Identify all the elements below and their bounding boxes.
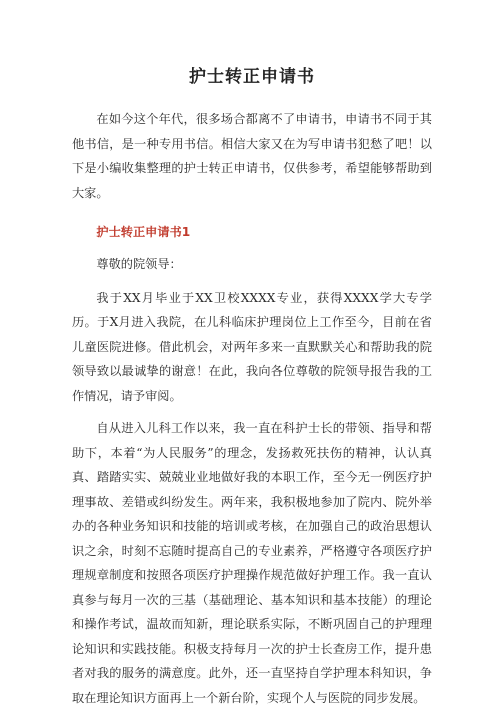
section-heading: 护士转正申请书1 bbox=[96, 225, 191, 239]
body-paragraph-1: 我于XX月毕业于XX卫校XXXX专业，获得XXXX学大专学历。于X月进入我院，在儿科临床护理岗位上工作至今，目前在省儿童医院进修。借此机会，对两年多来一直默默关心和帮助我的院领导致以最诚挚的谢意！在此，我向各位尊敬的院领导报告我的工作情况，请予审阅。 bbox=[72, 290, 432, 403]
body-paragraph-2: 自从进入儿科工作以来，我一直在科护士长的带领、指导和帮助下，本着“为人民服务”的理念，发扬救死扶伤的精神，认认真真、踏踏实实、兢兢业业地做好我的本职工作，至今无一例医疗护理事故、差错或纠纷发生。两年来，我积极地参加了院内、院外举办的各种业务知识和技能的培训或考核，在加强自己的政治思想认识之余，时刻不忘随时提高自己的专业素养，严格遵守各项医疗护理规章制度和按照各项医疗护理操作规范做好护理工作。我一直认真参与每月一次的三基（基础理论、基本知识和基本技能）的理论和操作考试，温故而知新，理论联系实际，不断巩固自己的护理理论知识和实践技能。积极支持每月一次的护士长查房工作，提升患者对我的服务的满意度。此外，还一直坚持自学护理本科知识，争取在理论知识方面再上一个新台阶，实现个人与医院的同步发展。 bbox=[72, 421, 432, 705]
intro-paragraph: 在如今这个年代，很多场合都离不了申请书，申请书不同于其他书信，是一种专用书信。相信大家又在为写申请书犯愁了吧！以下是小编收集整理的护士转正申请书，仅供参考，希望能够帮助到大家。 bbox=[72, 112, 432, 200]
salutation: 尊敬的院领导： bbox=[96, 257, 182, 271]
document-title: 护士转正申请书 bbox=[189, 67, 315, 87]
